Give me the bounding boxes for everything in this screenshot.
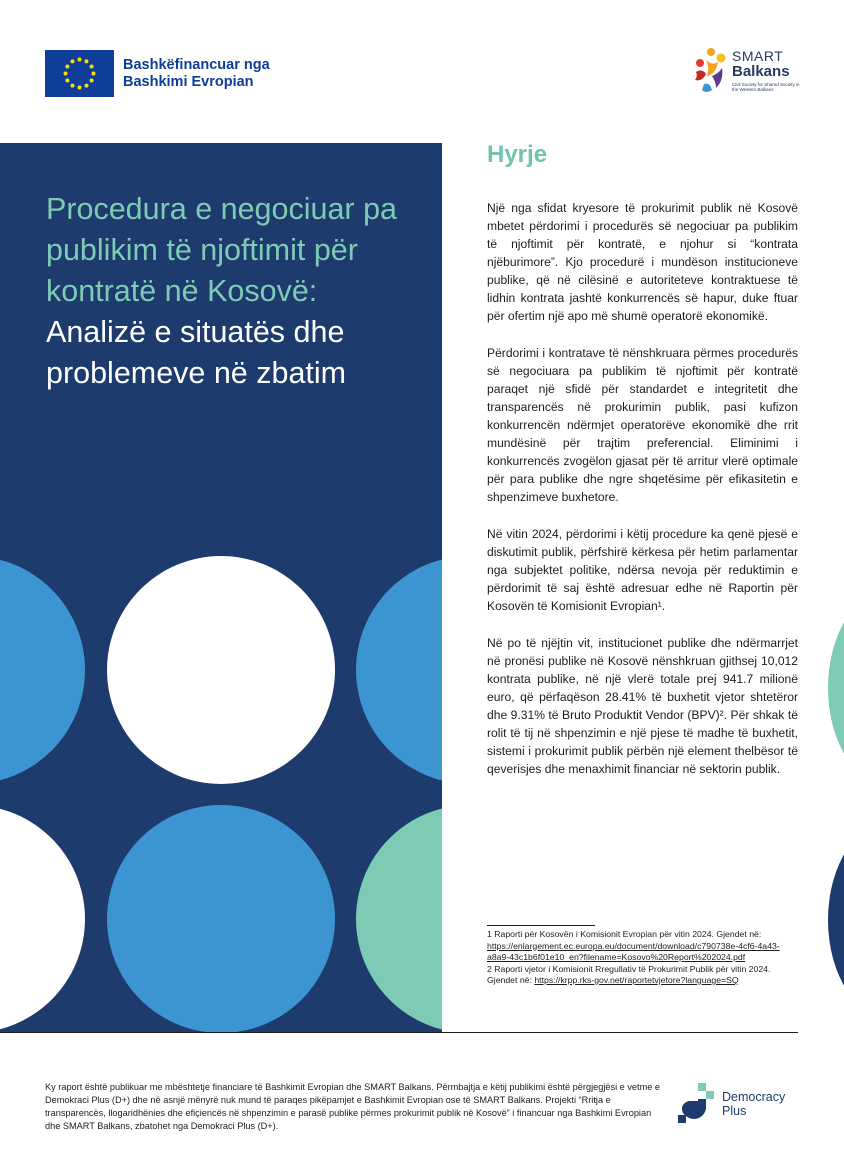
smart-word-1: SMART	[732, 48, 784, 64]
paragraph-3: Në vitin 2024, përdorimi i këtij procedure ka qenë pjesë e diskutimit publik, përfshirë kërkesa për hetim parlamentar nga subjektet politike, ndërsa nevoja për reduktimin e përdorimit të saj është adresuar edhe në Raportin për Kosovën të Komisionit Evropian¹.	[487, 527, 798, 613]
decor-circle	[107, 805, 335, 1032]
cover-title-main: Procedura e negociuar pa publikim të njoftimit për kontratë në Kosovë:	[46, 192, 397, 308]
dp-line-2: Plus	[722, 1104, 747, 1118]
paragraph-1: Një nga sfidat kryesore të prokurimit publik në Kosovë mbetet përdorimi i procedurës së negociuar pa publikim të njoftimit për kontratë, e njohur si “kontrata njëburimore”. Kjo procedurë i mundëson institucioneve publike, që në cilësinë e autoriteteve kontraktuese të lidhin kontrata jashtë konkurrencës së hapur, duke ftuar për ofertim një apo më shumë operatorë ekonomikë.	[487, 201, 798, 323]
cover-title	[46, 189, 426, 394]
smart-balkans-mark-icon	[692, 46, 730, 96]
decor-circle	[107, 556, 335, 784]
eu-flag-icon	[45, 50, 114, 97]
footnote-2	[487, 964, 782, 987]
cover-panel	[0, 143, 442, 1032]
smart-balkans-logo	[692, 46, 802, 96]
decor-circle	[356, 805, 442, 1032]
decor-circle	[0, 556, 85, 784]
footnote-1	[487, 929, 782, 964]
decor-circle-right-navy	[828, 820, 844, 1020]
decor-circle	[356, 556, 442, 784]
eu-cofunding-badge	[45, 50, 270, 97]
paragraph-4: Në po të njëjtin vit, institucionet publike dhe ndërmarrjet në pronësi publike në Kosovë nënshkruan gjithsej 10,012 kontrata publike, në një vlerë totale prej 941.7 milionë euro, që përfaqëson 28.41% të buxhetit vjetor shtetëror dhe 9.31% të Bruto Produktit Vendor (BPV)². Për shkak të rolit të tij në shpenzimin e një pjese të madhe të buxhetit, sistemi i prokurimit publik përbën një element thelbësor të qeverisjes dhe menaxhimit financiar në sektorin publik.	[487, 636, 798, 776]
dp-line-1: Democracy	[722, 1090, 786, 1104]
democracy-plus-text	[722, 1090, 785, 1118]
footnote-1-text: 1 Raporti për Kosovën i Komisionit Evropian për vitin 2024. Gjendet në:	[487, 929, 762, 939]
cover-title-sub: Analizë e situatës dhe problemeve në zbatim	[46, 315, 347, 390]
section-heading: Hyrje	[487, 141, 548, 168]
eu-line-1: Bashkëfinancuar nga	[123, 56, 270, 73]
eu-cofunding-text	[123, 57, 270, 91]
footnote-2-text: 2 Raporti vjetor i Komisionit Rregullativ të Prokurimit Publik për vitin 2024. Gjendet në:	[487, 963, 771, 985]
footnote-rule	[487, 925, 595, 926]
democracy-plus-logo	[678, 1083, 808, 1123]
article-body	[487, 199, 798, 797]
smart-word-2: Balkans	[732, 63, 790, 80]
page-divider	[0, 1032, 798, 1033]
footnote-1-link[interactable]: https://enlargement.ec.europa.eu/document/download/c790738e-4cf6-4a43-a8a9-43c1b6f01e10_en?filename=Kosovo%20Report%202024.pdf	[487, 940, 780, 962]
decor-circle	[0, 805, 85, 1032]
democracy-plus-mark-icon	[678, 1083, 718, 1123]
footnotes	[487, 929, 782, 987]
eu-line-2: Bashkimi Evropian	[123, 73, 254, 90]
funding-disclaimer: Ky raport është publikuar me mbështetje financiare të Bashkimit Evropian dhe SMART Balkans. Përmbajtja e këtij publikimi është përgjegjësi e vetme e Demokraci Plus (D+) dhe në asnjë mënyrë nuk mund të paraqes pikëpamjet e Bashkimit Evropian ose të SMART Balkans. Projekti “Rritja e transparencës, llogaridhënies dhe efiçiencës në shpenzimin e parasë publike përmes prokurimit publik në Kosovë” i financuar nga Bashkimi Evropian dhe SMART Balkans, zbatohet nga Demokraci Plus (D+).	[45, 1082, 661, 1131]
paragraph-2: Përdorimi i kontratave të nënshkruara përmes procedurës së negociuara pa publikim të njoftimit për kontratë paraqet një sfidë për standardet e integritetit dhe transparencës në prokurimin publik, pasi kufizon konkurrencën ndërmjet operatorëve ekonomikë dhe rrit mundësinë për trajtim preferencial. Eliminimi i konkurrencës zvogëlon gjasat për të arritur vlerë optimale për para publike dhe ngre shqetësime për efikasitetin e shpenzimeve buxhetore.	[487, 346, 798, 504]
decor-circle-right-teal	[828, 588, 844, 788]
smart-tagline: Civil Society for Shared Society in the Western Balkans	[732, 82, 800, 92]
footnote-2-link[interactable]: https://krpp.rks-gov.net/raportetvjetore?language=SQ	[534, 975, 739, 985]
